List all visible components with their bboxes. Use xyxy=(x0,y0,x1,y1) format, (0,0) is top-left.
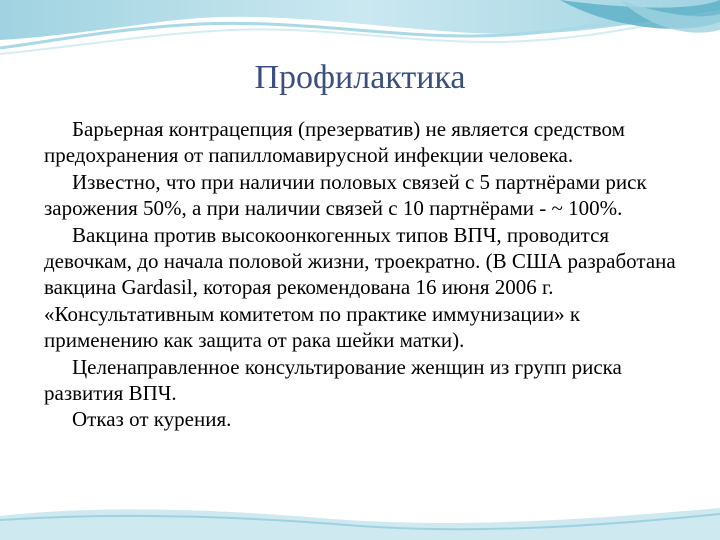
paragraph-vaccine: Вакцина против высокоонкогенных типов ВПЧ, проводится девочкам, до начала половой жизни, троекратно. (В США разработана вакцина Gardasil, которая рекомендована 16 июня 2006 г. «Консультативным комитетом по практике иммунизации» к применению как защита от рака шейки матки). xyxy=(44,222,676,353)
slide-title: Профилактика xyxy=(254,59,466,96)
paragraph-barrier-contraception: Барьерная контрацепция (презерватив) не является средством предохранения от папилломавирусной инфекции человека. xyxy=(44,117,625,168)
slide-body xyxy=(44,116,684,433)
paragraph-smoking: Отказ от курения. xyxy=(72,407,232,432)
paragraph-partners-risk: Известно, что при наличии половых связей с 5 партнёрами риск зарожения 50%, а при наличии связей с 10 партнёрами - ~ 100%. xyxy=(44,169,647,221)
paragraph-counseling: Целенаправленное консультирование женщин из групп риска развития ВПЧ. xyxy=(44,354,622,406)
